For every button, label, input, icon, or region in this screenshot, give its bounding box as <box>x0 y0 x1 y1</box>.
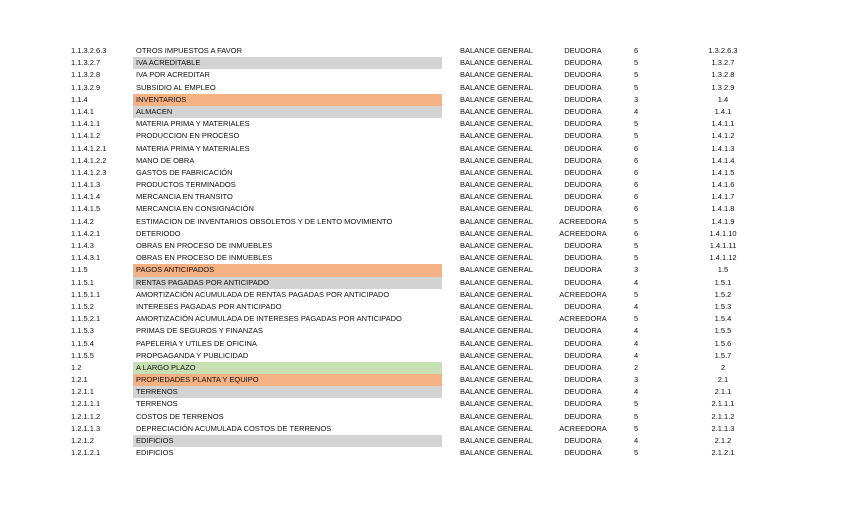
financial-statement-cell: BALANCE GENERAL <box>460 362 533 372</box>
table-row <box>0 130 848 142</box>
account-nature-cell: DEUDORA <box>564 119 602 129</box>
account-code-cell: 1.1.4.1.5 <box>71 204 101 214</box>
financial-statement-cell: BALANCE GENERAL <box>460 180 533 190</box>
account-code-cell: 1.2.1.1.1 <box>71 399 101 409</box>
financial-statement-cell: BALANCE GENERAL <box>460 58 533 68</box>
account-name-cell: GASTOS DE FABRICACIÓN <box>136 167 233 177</box>
financial-statement-cell: BALANCE GENERAL <box>460 70 533 80</box>
financial-statement-cell: BALANCE GENERAL <box>460 46 533 55</box>
sat-code-cell: 1.4.1.1 <box>711 119 735 129</box>
account-level-cell: 5 <box>634 448 639 458</box>
table-row <box>0 252 848 264</box>
account-code-cell: 1.1.4.1.2.2 <box>71 155 107 165</box>
table-row <box>0 45 848 57</box>
sat-code-cell: 2.1 <box>717 375 729 385</box>
table-row <box>0 57 848 69</box>
account-code-cell: 1.1.3.2.6.3 <box>71 46 107 55</box>
sat-code-cell: 1.5.5 <box>714 326 732 336</box>
table-row <box>0 338 848 350</box>
account-nature-cell: DEUDORA <box>564 143 602 153</box>
account-code-cell: 1.1.4.1.4 <box>71 192 101 202</box>
sat-code-cell: 1.3.2.8 <box>711 70 735 80</box>
account-code-cell: 1.1.4.1.3 <box>71 180 101 190</box>
table-row <box>0 423 848 435</box>
table-row <box>0 313 848 325</box>
account-nature-cell: DEUDORA <box>564 448 602 458</box>
sat-code-cell: 1.4.1.3 <box>711 143 735 153</box>
account-name-cell: A LARGO PLAZO <box>133 362 442 374</box>
account-code-cell: 1.2.1.2.1 <box>71 448 101 458</box>
account-name-cell: PRIMAS DE SEGUROS Y FINANZAS <box>136 326 263 336</box>
account-name-cell: MATERIA PRIMA Y MATERIALES <box>136 119 250 129</box>
account-level-cell: 5 <box>634 58 639 68</box>
account-name-cell: PRODUCCION EN PROCESO <box>136 131 240 141</box>
account-level-cell: 4 <box>634 277 639 287</box>
account-name-cell: IVA ACREDITABLE <box>133 57 442 69</box>
account-code-cell: 1.2.1.2 <box>71 436 94 445</box>
account-nature-cell: ACREEDORA <box>559 289 607 299</box>
sat-code-cell: 2.1.2 <box>714 436 732 445</box>
table-row <box>0 240 848 252</box>
account-nature-cell: DEUDORA <box>564 167 602 177</box>
account-name-cell: SUBSIDIO AL EMPLEO <box>136 82 216 92</box>
sat-code-cell: 1.5.7 <box>714 350 732 360</box>
account-name-cell: PAPELERIA Y UTILES DE OFICINA <box>136 338 257 348</box>
financial-statement-cell: BALANCE GENERAL <box>460 289 533 299</box>
table-row <box>0 301 848 313</box>
account-level-cell: 5 <box>634 241 639 250</box>
account-name-cell: OBRAS EN PROCESO DE INMUEBLES <box>136 241 273 250</box>
sat-code-cell: 1.5.2 <box>714 289 732 299</box>
account-name-cell: MANO DE OBRA <box>136 155 195 165</box>
account-level-cell: 4 <box>634 326 639 336</box>
account-code-cell: 1.1.3.2.7 <box>71 58 101 68</box>
account-code-cell: 1.1.4.2 <box>71 216 94 226</box>
sat-code-cell: 1.4.1.8 <box>711 204 735 214</box>
sat-code-cell: 1.4.1 <box>714 106 732 116</box>
account-level-cell: 4 <box>634 338 639 348</box>
account-code-cell: 1.2.1.1.3 <box>71 423 101 433</box>
account-name-cell: OBRAS EN PROCESO DE INMUEBLES <box>136 253 273 263</box>
table-row <box>0 203 848 215</box>
account-level-cell: 4 <box>634 301 639 311</box>
account-name-cell: PROPIEDADES PLANTA Y EQUIPO <box>133 374 442 386</box>
account-name-cell: EDIFICIOS <box>133 435 442 447</box>
table-row <box>0 118 848 130</box>
account-nature-cell: DEUDORA <box>564 131 602 141</box>
account-nature-cell: DEUDORA <box>564 94 602 104</box>
sat-code-cell: 2.1.1 <box>714 387 732 397</box>
financial-statement-cell: BALANCE GENERAL <box>460 131 533 141</box>
sat-code-cell: 1.4.1.12 <box>709 253 737 263</box>
account-nature-cell: DEUDORA <box>564 70 602 80</box>
account-nature-cell: DEUDORA <box>564 155 602 165</box>
account-level-cell: 6 <box>634 180 639 190</box>
account-nature-cell: DEUDORA <box>564 375 602 385</box>
financial-statement-cell: BALANCE GENERAL <box>460 228 533 238</box>
sat-code-cell: 2.1.1.3 <box>711 423 735 433</box>
sat-code-cell: 1.5 <box>717 265 729 275</box>
sat-code-cell: 1.4 <box>717 94 729 104</box>
account-code-cell: 1.1.4.1.1 <box>71 119 101 129</box>
account-level-cell: 5 <box>634 82 639 92</box>
account-code-cell: 1.1.4.1 <box>71 106 94 116</box>
account-level-cell: 4 <box>634 350 639 360</box>
account-nature-cell: DEUDORA <box>564 338 602 348</box>
account-level-cell: 6 <box>634 155 639 165</box>
sat-code-cell: 1.5.6 <box>714 338 732 348</box>
financial-statement-cell: BALANCE GENERAL <box>460 277 533 287</box>
account-name-cell: ESTIMACION DE INVENTARIOS OBSOLETOS Y DE LENTO MOVIMIENTO <box>136 216 393 226</box>
sat-code-cell: 2.1.1.2 <box>711 411 735 421</box>
account-name-cell: MATERIA PRIMA Y MATERIALES <box>136 143 250 153</box>
financial-statement-cell: BALANCE GENERAL <box>460 253 533 263</box>
account-code-cell: 1.1.5 <box>71 265 88 275</box>
sat-code-cell: 1.5.1 <box>714 277 732 287</box>
financial-statement-cell: BALANCE GENERAL <box>460 143 533 153</box>
account-nature-cell: DEUDORA <box>564 399 602 409</box>
account-code-cell: 1.2.1 <box>71 375 88 385</box>
sat-code-cell: 1.3.2.9 <box>711 82 735 92</box>
table-row <box>0 191 848 203</box>
sat-code-cell: 1.4.1.7 <box>711 192 735 202</box>
sat-code-cell: 1.4.1.5 <box>711 167 735 177</box>
account-name-cell: TERRENOS <box>133 386 442 398</box>
account-code-cell: 1.1.4.3 <box>71 241 94 250</box>
account-nature-cell: DEUDORA <box>564 82 602 92</box>
account-level-cell: 5 <box>634 314 639 324</box>
financial-statement-cell: BALANCE GENERAL <box>460 82 533 92</box>
financial-statement-cell: BALANCE GENERAL <box>460 204 533 214</box>
table-row <box>0 362 848 374</box>
account-nature-cell: ACREEDORA <box>559 216 607 226</box>
table-row <box>0 69 848 81</box>
account-nature-cell: DEUDORA <box>564 58 602 68</box>
sat-code-cell: 1.5.4 <box>714 314 732 324</box>
financial-statement-cell: BALANCE GENERAL <box>460 375 533 385</box>
table-row <box>0 228 848 240</box>
account-code-cell: 1.1.4 <box>71 94 88 104</box>
sat-code-cell: 1.4.1.11 <box>709 241 737 250</box>
account-nature-cell: DEUDORA <box>564 192 602 202</box>
account-name-cell: DETERIODO <box>136 228 181 238</box>
account-level-cell: 2 <box>634 362 639 372</box>
account-code-cell: 1.2.1.1.2 <box>71 411 101 421</box>
account-nature-cell: DEUDORA <box>564 387 602 397</box>
account-name-cell: AMORTIZACIÓN ACUMULADA DE RENTAS PAGADAS POR ANTICIPADO <box>136 289 390 299</box>
account-name-cell: ALMACEN <box>133 106 442 118</box>
account-level-cell: 6 <box>634 192 639 202</box>
account-code-cell: 1.1.4.2.1 <box>71 228 101 238</box>
account-level-cell: 6 <box>634 204 639 214</box>
account-nature-cell: DEUDORA <box>564 180 602 190</box>
account-code-cell: 1.1.3.2.8 <box>71 70 101 80</box>
table-row <box>0 374 848 386</box>
table-row <box>0 82 848 94</box>
sat-code-cell: 1.4.1.10 <box>709 228 737 238</box>
account-name-cell: AMORTIZACIÓN ACUMULADA DE INTERESES PAGADAS POR ANTICIPADO <box>136 314 402 324</box>
financial-statement-cell: BALANCE GENERAL <box>460 399 533 409</box>
financial-statement-cell: BALANCE GENERAL <box>460 216 533 226</box>
account-level-cell: 4 <box>634 436 639 445</box>
financial-statement-cell: BALANCE GENERAL <box>460 106 533 116</box>
account-code-cell: 1.2 <box>71 362 82 372</box>
sat-code-cell: 2.1.1.1 <box>711 399 735 409</box>
financial-statement-cell: BALANCE GENERAL <box>460 411 533 421</box>
account-level-cell: 5 <box>634 253 639 263</box>
account-code-cell: 1.1.5.1.1 <box>71 289 101 299</box>
financial-statement-cell: BALANCE GENERAL <box>460 314 533 324</box>
table-row <box>0 289 848 301</box>
account-code-cell: 1.1.5.5 <box>71 350 94 360</box>
account-level-cell: 6 <box>634 46 639 55</box>
account-nature-cell: DEUDORA <box>564 301 602 311</box>
account-nature-cell: DEUDORA <box>564 277 602 287</box>
financial-statement-cell: BALANCE GENERAL <box>460 423 533 433</box>
sat-code-cell: 1.3.2.6.3 <box>708 46 738 55</box>
account-code-cell: 1.1.4.1.2 <box>71 131 101 141</box>
account-level-cell: 5 <box>634 289 639 299</box>
account-level-cell: 6 <box>634 143 639 153</box>
account-nature-cell: DEUDORA <box>564 436 602 445</box>
account-code-cell: 1.1.5.3 <box>71 326 94 336</box>
account-name-cell: RENTAS PAGADAS POR ANTICIPADO <box>133 277 442 289</box>
account-name-cell: MERCANCIA EN CONSIGNACIÓN <box>136 204 254 214</box>
account-nature-cell: DEUDORA <box>564 106 602 116</box>
account-code-cell: 1.1.4.1.2.3 <box>71 167 107 177</box>
account-level-cell: 3 <box>634 375 639 385</box>
account-nature-cell: DEUDORA <box>564 46 602 55</box>
account-nature-cell: ACREEDORA <box>559 228 607 238</box>
account-nature-cell: DEUDORA <box>564 362 602 372</box>
account-name-cell: COSTOS DE TERRENOS <box>136 411 224 421</box>
account-level-cell: 4 <box>634 106 639 116</box>
account-name-cell: EDIFICIOS <box>136 448 174 458</box>
account-name-cell: INVENTARIOS <box>133 94 442 106</box>
table-row <box>0 386 848 398</box>
financial-statement-cell: BALANCE GENERAL <box>460 265 533 275</box>
table-row <box>0 143 848 155</box>
account-nature-cell: ACREEDORA <box>559 314 607 324</box>
table-row <box>0 350 848 362</box>
account-level-cell: 5 <box>634 131 639 141</box>
account-name-cell: TERRENOS <box>136 399 178 409</box>
account-nature-cell: DEUDORA <box>564 265 602 275</box>
table-row <box>0 435 848 447</box>
account-name-cell: MERCANCIA EN TRANSITO <box>136 192 233 202</box>
account-name-cell: IVA POR ACREDITAR <box>136 70 210 80</box>
account-level-cell: 6 <box>634 167 639 177</box>
account-code-cell: 1.1.4.3.1 <box>71 253 101 263</box>
account-name-cell: OTROS IMPUESTOS A FAVOR <box>136 46 242 55</box>
financial-statement-cell: BALANCE GENERAL <box>460 155 533 165</box>
financial-statement-cell: BALANCE GENERAL <box>460 192 533 202</box>
financial-statement-cell: BALANCE GENERAL <box>460 301 533 311</box>
sat-code-cell: 2 <box>720 362 726 372</box>
table-row <box>0 179 848 191</box>
account-level-cell: 5 <box>634 399 639 409</box>
sat-code-cell: 1.3.2.7 <box>711 58 735 68</box>
account-code-cell: 1.1.5.2.1 <box>71 314 101 324</box>
financial-statement-cell: BALANCE GENERAL <box>460 350 533 360</box>
account-nature-cell: DEUDORA <box>564 241 602 250</box>
account-nature-cell: DEUDORA <box>564 350 602 360</box>
table-row <box>0 264 848 276</box>
account-code-cell: 1.1.3.2.9 <box>71 82 101 92</box>
financial-statement-cell: BALANCE GENERAL <box>460 94 533 104</box>
account-nature-cell: ACREEDORA <box>559 423 607 433</box>
account-level-cell: 5 <box>634 119 639 129</box>
financial-statement-cell: BALANCE GENERAL <box>460 167 533 177</box>
financial-statement-cell: BALANCE GENERAL <box>460 448 533 458</box>
financial-statement-cell: BALANCE GENERAL <box>460 387 533 397</box>
table-row <box>0 277 848 289</box>
financial-statement-cell: BALANCE GENERAL <box>460 436 533 445</box>
account-level-cell: 3 <box>634 265 639 275</box>
table-row <box>0 167 848 179</box>
account-code-cell: 1.2.1.1 <box>71 387 94 397</box>
account-code-cell: 1.1.5.4 <box>71 338 94 348</box>
financial-statement-cell: BALANCE GENERAL <box>460 119 533 129</box>
account-name-cell: DEPRECIACIÓN ACUMULADA COSTOS DE TERRENOS <box>136 423 332 433</box>
financial-statement-cell: BALANCE GENERAL <box>460 338 533 348</box>
account-level-cell: 5 <box>634 70 639 80</box>
account-name-cell: PRODUCTOS TERMINADOS <box>136 180 236 190</box>
financial-statement-cell: BALANCE GENERAL <box>460 241 533 250</box>
table-row <box>0 447 848 459</box>
account-code-cell: 1.1.4.1.2.1 <box>71 143 107 153</box>
account-name-cell: INTERESES PAGADAS POR ANTICIPADO <box>136 301 282 311</box>
sat-code-cell: 1.4.1.4 <box>711 155 735 165</box>
sat-code-cell: 1.4.1.2 <box>711 131 735 141</box>
account-level-cell: 6 <box>634 228 639 238</box>
account-level-cell: 5 <box>634 216 639 226</box>
sat-code-cell: 1.4.1.9 <box>711 216 735 226</box>
sat-code-cell: 1.4.1.6 <box>711 180 735 190</box>
table-row <box>0 325 848 337</box>
sat-code-cell: 1.5.3 <box>714 301 732 311</box>
account-name-cell: PROPGAGANDA Y PUBLICIDAD <box>136 350 249 360</box>
account-level-cell: 5 <box>634 423 639 433</box>
table-row <box>0 411 848 423</box>
account-code-cell: 1.1.5.1 <box>71 277 94 287</box>
account-level-cell: 3 <box>634 94 639 104</box>
table-row <box>0 94 848 106</box>
table-row <box>0 155 848 167</box>
account-nature-cell: DEUDORA <box>564 253 602 263</box>
table-row <box>0 106 848 118</box>
table-row <box>0 398 848 410</box>
account-nature-cell: DEUDORA <box>564 326 602 336</box>
account-catalog-sheet <box>0 45 848 459</box>
account-nature-cell: DEUDORA <box>564 204 602 214</box>
account-nature-cell: DEUDORA <box>564 411 602 421</box>
account-level-cell: 4 <box>634 387 639 397</box>
table-row <box>0 216 848 228</box>
account-code-cell: 1.1.5.2 <box>71 301 94 311</box>
account-level-cell: 5 <box>634 411 639 421</box>
financial-statement-cell: BALANCE GENERAL <box>460 326 533 336</box>
sat-code-cell: 2.1.2.1 <box>711 448 735 458</box>
account-name-cell: PAGOS ANTICIPADOS <box>133 264 442 276</box>
